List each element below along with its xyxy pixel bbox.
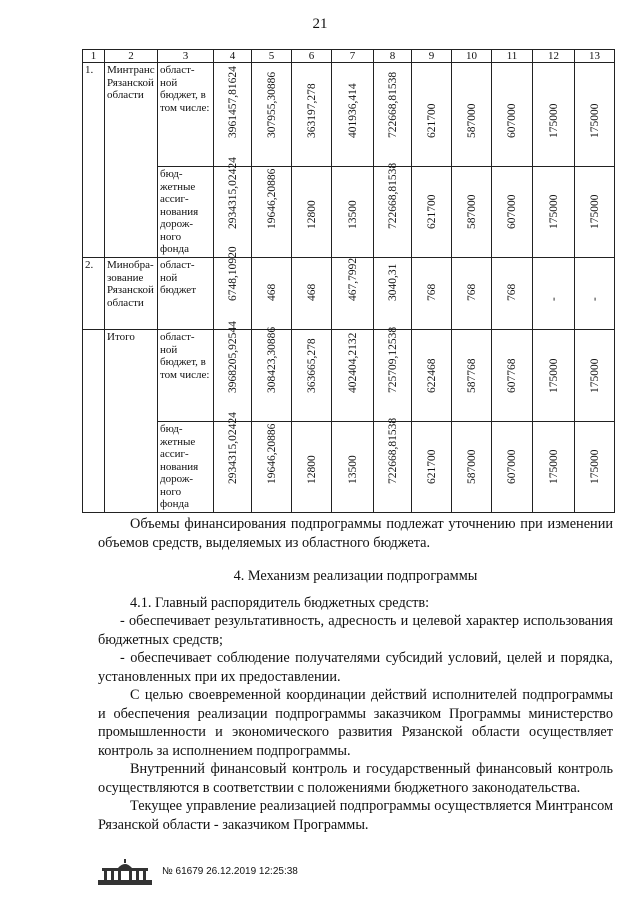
value-cell [412,167,452,258]
value-text: 401936,414 [346,82,359,138]
value-text: 175000 [588,449,601,484]
value-text: 468 [265,283,278,301]
value-cell [575,167,615,258]
value-text: 12800 [305,199,318,229]
value-text: 3961457,81624 [226,65,239,138]
header-cell: 13 [575,50,615,63]
organization-cell: Минтранс Рязанской области [105,63,158,258]
value-text: 722668,81538 [386,71,399,138]
value-text: 467,7992 [346,257,359,301]
value-text: 6748,10920 [226,245,239,301]
value-cell [533,422,575,513]
value-text: 587000 [465,103,478,138]
value-cell [412,422,452,513]
value-text: 468 [305,283,318,301]
value-text: 175000 [547,103,560,138]
value-cell [575,330,615,422]
document-body [98,515,613,834]
paragraph: - обеспечивает результативность, адресность и целевой характер использования бюджетных средств; [98,613,613,648]
value-cell [332,258,374,330]
table-header-row [83,50,615,63]
value-cell [533,330,575,422]
header-cell: 7 [332,50,374,63]
value-text: 3040,31 [386,263,399,301]
value-text: 607000 [506,103,518,138]
value-text: 402404,2132 [346,332,359,393]
budget-source-cell: бюд-жетные ассиг-нования дорож-ного фонда [158,422,214,513]
value-cell [252,326,292,422]
row-number-cell [83,330,105,513]
value-text: 175000 [547,449,560,484]
page-number: 21 [312,16,328,32]
value-text: 607000 [506,449,518,484]
registration-stamp-text: № 61679 26.12.2019 12:25:38 [162,866,298,877]
value-text: 3968205,92544 [226,320,239,393]
registry-stamp-icon [96,858,154,891]
value-text: 19646,20886 [265,423,278,484]
value-text: 363665,278 [305,337,318,393]
value-cell [374,417,412,513]
value-text: 722668,81538 [386,417,399,484]
value-text: 607768 [506,358,518,393]
table-row [83,422,615,513]
value-text: 587000 [465,449,478,484]
value-cell [214,320,252,422]
table-row [83,330,615,422]
organization-cell: Итого [105,330,158,513]
paragraph: Объемы финансирования подпрограммы подлежат уточнению при изменении объемов средств, выделяемых из областного бюджета. [98,516,613,551]
value-cell [252,258,292,330]
header-cell: 6 [292,50,332,63]
paragraph: - обеспечивает соблюдение получателями субсидий условий, целей и порядка, установленных при их предоставлении. [98,650,613,685]
value-cell [374,258,412,330]
value-cell [214,411,252,513]
value-cell [292,63,332,167]
header-cell: 10 [452,50,492,63]
header-cell: 3 [158,50,214,63]
value-text: 768 [465,283,478,301]
value-text: 587000 [465,194,478,229]
value-cell [252,63,292,167]
value-text: 175000 [588,358,601,393]
value-cell [332,330,374,422]
section-heading: 4. Механизм реализации подпрограммы [233,568,478,584]
header-cell: 8 [374,50,412,63]
value-cell [492,63,533,167]
value-cell [492,258,533,330]
value-cell [252,422,292,513]
value-cell [533,258,575,330]
value-cell [374,326,412,422]
value-text: 722668,81538 [386,162,399,229]
row-number-cell: 2. [83,258,105,330]
value-text: 13500 [346,199,359,229]
value-text: 607000 [506,194,518,229]
value-cell [492,330,533,422]
value-cell [575,258,615,330]
paragraph: С целью своевременной координации действий исполнителей подпрограммы и обеспечения реализации подпрограммы заказчиком Программы министерство промышленности и экономического развития Рязанской области осуществляет контроль за исполнением подпрограммы. [98,687,613,759]
header-cell: 2 [105,50,158,63]
value-cell [332,167,374,258]
header-cell: 11 [492,50,533,63]
row-number-cell: 1. [83,63,105,258]
value-cell [452,422,492,513]
value-cell [292,258,332,330]
value-text: 587768 [465,358,478,393]
value-text: - [588,296,601,301]
value-text: 363197,278 [305,82,318,138]
paragraph: 4.1. Главный распорядитель бюджетных средств: [130,594,430,611]
value-text: - [547,296,560,301]
paragraph: Текущее управление реализацией подпрограммы осуществляется Минтрансом Рязанской области - заказчиком Программы. [98,798,613,833]
value-cell [292,330,332,422]
value-cell [412,258,452,330]
budget-source-cell: бюд-жетные ассиг-нования дорож-ного фонда [158,167,214,258]
value-cell [332,422,374,513]
value-text: 2934315,02424 [226,156,239,229]
budget-source-cell: област-ной бюджет, в том числе: [158,63,214,167]
value-text: 175000 [547,194,560,229]
value-text: 725709,12538 [386,326,399,393]
value-cell [452,167,492,258]
value-cell [292,167,332,258]
value-cell [575,63,615,167]
value-cell [374,162,412,258]
value-text: 2934315,02424 [226,411,239,484]
value-cell [575,422,615,513]
value-cell [332,63,374,167]
value-text: 622468 [425,358,438,393]
value-text: 621700 [425,449,438,484]
paragraph: Внутренний финансовый контроль и государственный финансовый контроль осуществляются в соответствии с положениями бюджетного законодательства. [98,761,613,796]
value-cell [412,63,452,167]
value-text: 12800 [305,454,318,484]
value-text: 175000 [588,194,601,229]
value-text: 621700 [425,103,438,138]
value-text: 175000 [588,103,601,138]
header-cell: 5 [252,50,292,63]
value-text: 768 [506,283,518,301]
table-row [83,258,615,330]
value-text: 13500 [346,454,359,484]
value-cell [533,63,575,167]
table-row [83,167,615,258]
value-cell [252,167,292,258]
value-cell [492,167,533,258]
header-cell: 9 [412,50,452,63]
budget-source-cell: област-ной бюджет, в том числе: [158,330,214,422]
value-cell [214,63,252,167]
value-text: 768 [425,283,438,301]
value-cell [374,63,412,167]
value-text: 175000 [547,358,560,393]
value-text: 19646,20886 [265,168,278,229]
value-cell [452,63,492,167]
value-cell [214,245,252,330]
value-cell [452,330,492,422]
value-text: 307955,30886 [265,71,278,138]
header-cell: 4 [214,50,252,63]
value-cell [492,422,533,513]
value-text: 621700 [425,194,438,229]
financing-table [82,49,615,513]
header-cell: 12 [533,50,575,63]
organization-cell: Минобра-зование Рязанской области [105,258,158,330]
value-cell [452,258,492,330]
value-text: 308423,30886 [265,326,278,393]
value-cell [533,167,575,258]
value-cell [214,156,252,258]
budget-source-cell: област-ной бюджет [158,258,214,330]
header-cell: 1 [83,50,105,63]
value-cell [412,330,452,422]
value-cell [292,422,332,513]
table-row [83,63,615,167]
